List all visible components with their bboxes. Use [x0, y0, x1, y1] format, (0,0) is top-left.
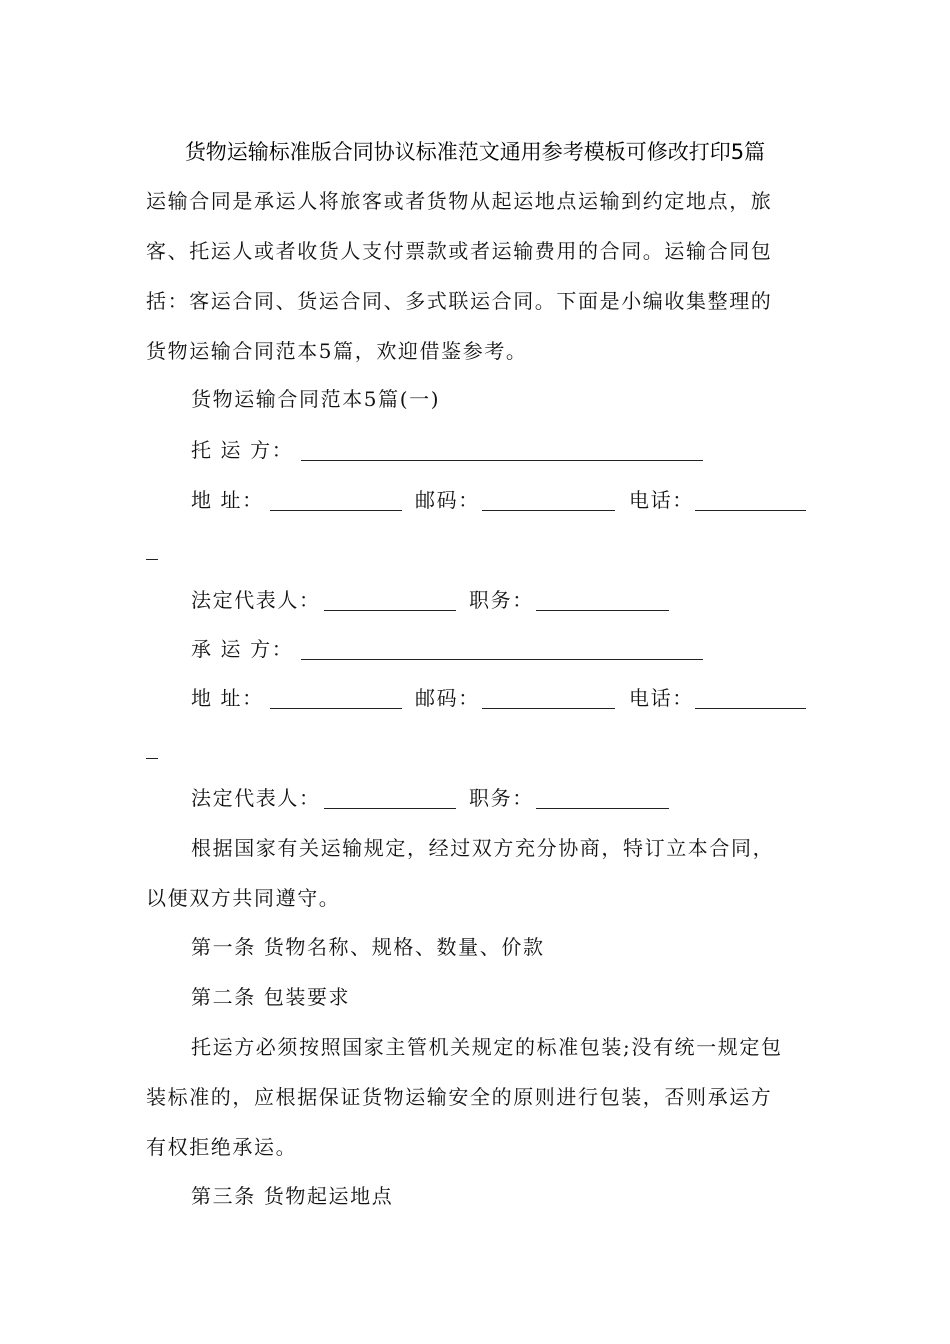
shipper-position-label: 职务：: [469, 588, 534, 612]
intro-line: 货物运输合同范本5篇，欢迎借鉴参考。: [146, 339, 528, 363]
article-1-heading: 第一条 货物名称、规格、数量、价款: [191, 935, 545, 959]
intro-line: 运输合同是承运人将旅客或者货物从起运地点运输到约定地点，旅: [146, 189, 773, 213]
preamble-line: 根据国家有关运输规定，经过双方充分协商，特订立本合同，: [191, 836, 775, 860]
shipper-position-field[interactable]: [536, 610, 669, 611]
carrier-rep-field[interactable]: [324, 808, 456, 809]
shipper-postcode-field[interactable]: [482, 510, 615, 511]
carrier-position-label: 职务：: [469, 786, 534, 810]
carrier-party-label: 承 运 方：: [191, 637, 294, 661]
carrier-phone-field-wrap: [146, 758, 158, 759]
carrier-address-label: 地 址：: [191, 686, 264, 710]
article-2-heading: 第二条 包装要求: [191, 985, 351, 1009]
shipper-phone-field[interactable]: [695, 510, 806, 511]
carrier-address-field[interactable]: [270, 708, 402, 709]
section-heading: 货物运输合同范本5篇(一): [191, 387, 441, 411]
carrier-phone-field[interactable]: [695, 708, 806, 709]
shipper-rep-label: 法定代表人：: [191, 588, 321, 612]
preamble-line: 以便双方共同遵守。: [146, 886, 341, 910]
article-2-line: 装标准的，应根据保证货物运输安全的原则进行包装，否则承运方: [146, 1085, 773, 1109]
carrier-position-field[interactable]: [536, 808, 669, 809]
shipper-rep-field[interactable]: [324, 610, 456, 611]
intro-line: 客、托运人或者收货人支付票款或者运输费用的合同。运输合同包: [146, 239, 773, 263]
carrier-name-field[interactable]: [301, 659, 703, 660]
shipper-address-field[interactable]: [270, 510, 402, 511]
shipper-postcode-label: 邮码：: [415, 488, 480, 512]
carrier-postcode-label: 邮码：: [415, 686, 480, 710]
carrier-rep-label: 法定代表人：: [191, 786, 321, 810]
shipper-party-label: 托 运 方：: [191, 438, 294, 462]
carrier-postcode-field[interactable]: [482, 708, 615, 709]
shipper-name-field[interactable]: [301, 460, 703, 461]
carrier-phone-label: 电话：: [629, 686, 694, 710]
intro-line: 括：客运合同、货运合同、多式联运合同。下面是小编收集整理的: [146, 289, 773, 313]
shipper-phone-label: 电话：: [629, 488, 694, 512]
document-title: 货物运输标准版合同协议标准范文通用参考模板可修改打印5篇: [184, 140, 766, 164]
shipper-address-label: 地 址：: [191, 488, 264, 512]
shipper-phone-field-wrap: [146, 559, 158, 560]
article-2-line: 托运方必须按照国家主管机关规定的标准包装;没有统一规定包: [191, 1035, 783, 1059]
article-3-heading: 第三条 货物起运地点: [191, 1184, 394, 1208]
article-2-line: 有权拒绝承运。: [146, 1135, 298, 1159]
